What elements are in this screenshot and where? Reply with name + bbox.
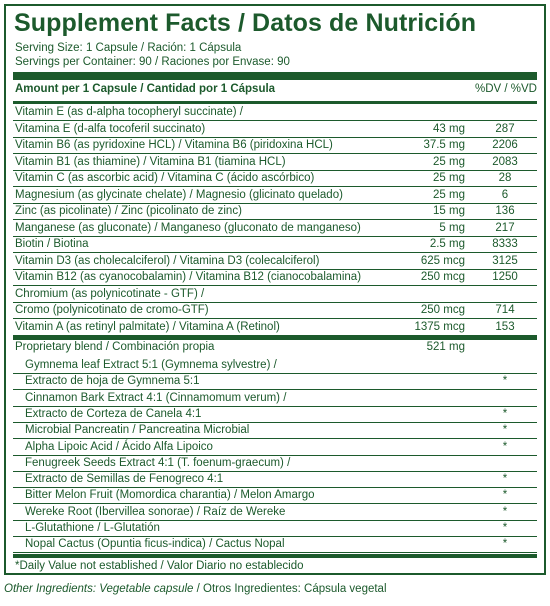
ingredient-name: Fenugreek Seeds Extract 4:1 (T. foenum-graecum) / <box>25 456 291 469</box>
daily-value: * <box>502 473 508 486</box>
blend-name: Proprietary blend / Combinación propia <box>15 341 215 353</box>
nutrient-row <box>15 187 535 204</box>
ingredient-name: L-Glutathione / L-Glutatión <box>25 522 160 534</box>
daily-value: 1250 <box>492 271 518 283</box>
nutrient-row <box>15 121 535 138</box>
ingredient-name: Extracto de hoja de Gymnema 5:1 <box>25 375 200 388</box>
ingredient-name: Microbial Pancreatin / Pancreatina Microbial <box>25 424 250 437</box>
nutrient-row <box>15 137 535 154</box>
nutrient-row <box>15 203 535 220</box>
ingredient-name: Extracto de Semillas de Fenogreco 4:1 <box>25 473 224 486</box>
serving-size: Serving Size: 1 Capsule / Ración: 1 Cápsula <box>15 42 242 54</box>
ingredient-amount: 15 mg <box>433 205 465 217</box>
daily-value: * <box>502 538 508 551</box>
ingredient-name: Vitamina E (d-alfa tocoferil succinato) <box>15 122 206 135</box>
daily-value: * <box>502 522 508 534</box>
nutrient-row <box>15 286 535 303</box>
daily-value: 3125 <box>492 254 518 267</box>
ingredient-amount: 43 mg <box>433 122 465 135</box>
nutrient-row <box>15 220 535 237</box>
daily-value: 217 <box>495 221 515 234</box>
daily-value: * <box>502 375 508 388</box>
footnote: *Daily Value not established / Valor Diario no establecido <box>15 560 304 572</box>
daily-value: * <box>502 407 508 420</box>
other-ingredients <box>4 583 387 595</box>
daily-value: 2206 <box>492 139 518 151</box>
bottom-divider <box>13 554 537 558</box>
ingredient-name: Gymnema leaf Extract 5:1 (Gymnema sylvestre) / <box>25 359 277 371</box>
servings-per-container: Servings per Container: 90 / Raciones por Envase: 90 <box>15 56 290 68</box>
thick-divider <box>13 72 537 80</box>
ingredient-name: Wereke Root (Ibervillea sonorae) / Raíz de Wereke <box>25 505 286 518</box>
panel-title: Supplement Facts / Datos de Nutrición <box>14 9 477 37</box>
ingredient-amount: 25 mg <box>433 155 465 168</box>
blend-ingredient-row <box>15 422 535 439</box>
nutrient-row <box>15 104 535 121</box>
ingredient-amount: 625 mcg <box>420 254 465 267</box>
ingredient-name: Cromo (polynicotinato de cromo-GTF) <box>15 304 209 316</box>
nutrient-row <box>15 302 535 319</box>
daily-value: * <box>502 424 508 437</box>
nutrient-row <box>15 319 535 336</box>
daily-value: * <box>502 440 508 453</box>
nutrient-row <box>15 269 535 286</box>
nutrient-row <box>15 154 535 171</box>
daily-value: 153 <box>495 320 515 333</box>
amount-header-label: Amount per 1 Capsule / Cantidad por 1 Cápsula <box>15 83 276 95</box>
other-ingredients-es: / Otros Ingredientes: Cápsula vegetal <box>193 583 387 595</box>
blend-ingredient-row <box>15 390 535 407</box>
ingredient-name: Vitamin B6 (as pyridoxine HCL) / Vitamina B6 (piridoxina HCL) <box>15 139 333 151</box>
ingredient-name: Vitamin B12 (as cyanocobalamin) / Vitamina B12 (cianocobalamina) <box>15 271 362 283</box>
ingredient-amount: 5 mg <box>439 221 465 234</box>
ingredient-name: Zinc (as picolinate) / Zinc (picolinato de zinc) <box>15 205 242 217</box>
daily-value: 714 <box>495 304 515 316</box>
ingredient-name: Vitamin E (as d-alpha tocopheryl succinate) / <box>15 106 243 118</box>
nutrient-row <box>15 236 535 253</box>
dv-header-label: %DV / %VD <box>475 83 537 95</box>
blend-ingredient-row <box>15 357 535 374</box>
blend-amount: 521 mg <box>426 341 465 353</box>
ingredient-name: Vitamin C (as ascorbic acid) / Vitamina C (ácido ascórbico) <box>15 172 315 184</box>
ingredient-amount: 250 mcg <box>420 271 465 283</box>
blend-ingredient-row <box>15 455 535 472</box>
blend-ingredient-row <box>15 439 535 456</box>
blend-ingredient-row <box>15 504 535 521</box>
ingredient-amount: 25 mg <box>433 172 465 184</box>
blend-row <box>15 339 535 356</box>
ingredient-amount: 250 mcg <box>420 304 465 316</box>
ingredient-name: Nopal Cactus (Opuntia ficus-indica) / Cactus Nopal <box>25 538 285 551</box>
blend-ingredient-row <box>15 471 535 488</box>
nutrient-row <box>15 253 535 270</box>
blend-ingredient-row <box>15 520 535 537</box>
daily-value: 136 <box>495 205 515 217</box>
blend-ingredient-row <box>15 536 535 553</box>
ingredient-name: Manganese (as gluconate) / Manganeso (gluconato de manganeso) <box>15 221 361 234</box>
daily-value: * <box>502 489 508 502</box>
other-ingredients-en: Other Ingredients: Vegetable capsule <box>4 583 194 595</box>
blend-ingredient-row <box>15 487 535 504</box>
ingredient-name: Vitamin B1 (as thiamine) / Vitamina B1 (tiamina HCL) <box>15 155 286 168</box>
ingredient-name: Vitamin A (as retinyl palmitate) / Vitamina A (Retinol) <box>15 320 280 333</box>
ingredient-name: Magnesium (as glycinate chelate) / Magnesio (glicinato quelado) <box>15 188 343 201</box>
ingredient-amount: 25 mg <box>433 188 465 201</box>
ingredient-amount: 2.5 mg <box>429 238 465 250</box>
blend-ingredient-row <box>15 406 535 423</box>
daily-value: 28 <box>498 172 512 184</box>
ingredient-name: Bitter Melon Fruit (Momordica charantia) / Melon Amargo <box>25 489 315 502</box>
ingredient-name: Chromium (as polynicotinate - GTF) / <box>15 287 205 300</box>
daily-value: 287 <box>495 122 515 135</box>
daily-value: * <box>502 505 508 518</box>
ingredient-name: Vitamin D3 (as cholecalciferol) / Vitamina D3 (colecalciferol) <box>15 254 320 267</box>
ingredient-name: Extracto de Corteza de Canela 4:1 <box>25 407 202 420</box>
supplement-facts-panel <box>4 4 546 575</box>
ingredient-amount: 1375 mcg <box>414 320 465 333</box>
blend-ingredient-row <box>15 373 535 390</box>
ingredient-name: Biotin / Biotina <box>15 238 89 250</box>
daily-value: 2083 <box>492 155 518 168</box>
amount-header <box>15 81 535 98</box>
daily-value: 8333 <box>492 238 518 250</box>
ingredient-name: Alpha Lipoic Acid / Ácido Alfa Lipoico <box>25 440 213 453</box>
daily-value: 6 <box>501 188 509 201</box>
ingredient-name: Cinnamon Bark Extract 4:1 (Cinnamomum verum) / <box>25 391 287 404</box>
ingredient-amount: 37.5 mg <box>423 139 465 151</box>
nutrient-row <box>15 170 535 187</box>
